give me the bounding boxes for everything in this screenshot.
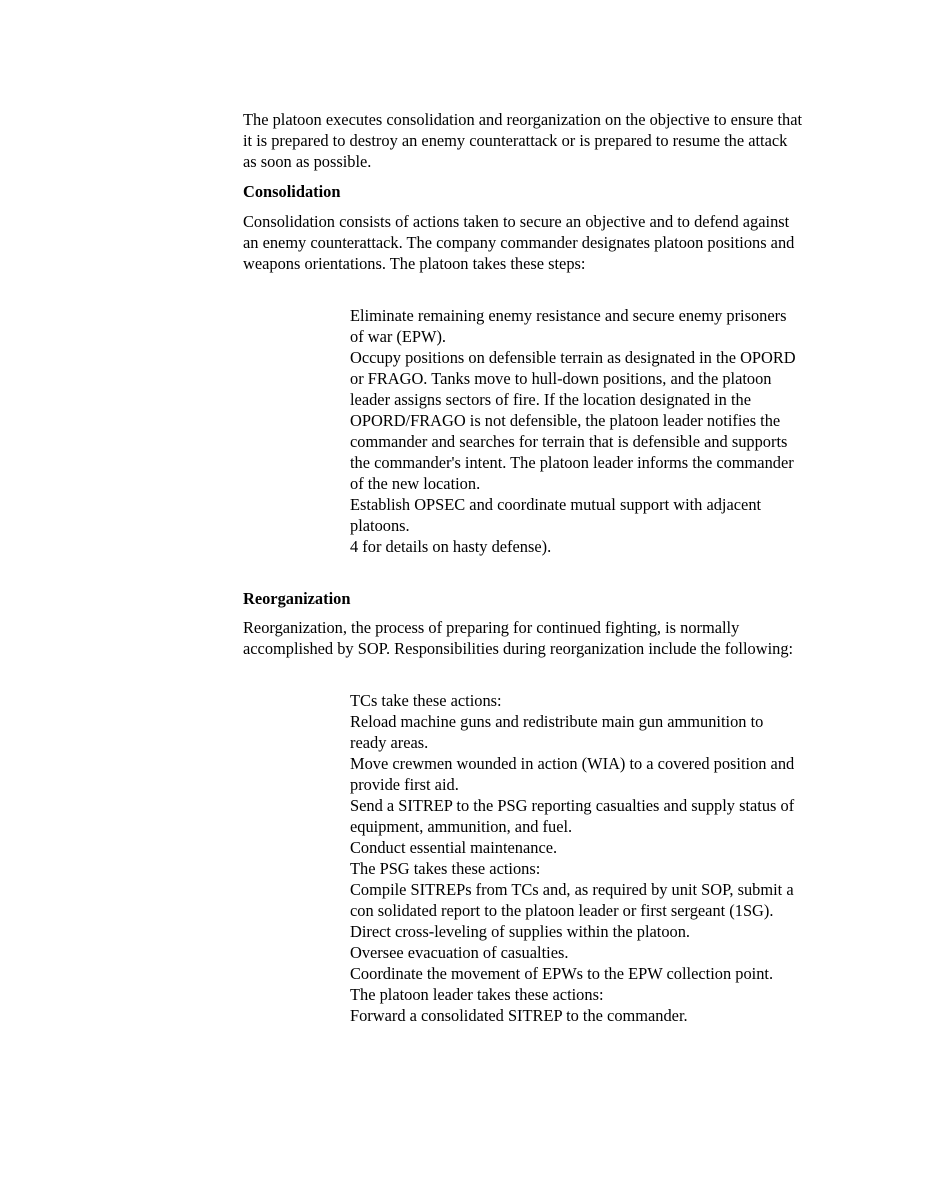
list-item: Eliminate remaining enemy resistance and secure enemy prisoners of war (EPW). xyxy=(350,306,787,346)
list-item: Reload machine guns and redistribute main gun ammunition to ready areas. xyxy=(350,712,764,752)
list-item: TCs take these actions: xyxy=(350,691,502,710)
list-item: Establish OPSEC and coordinate mutual support with adjacent platoons. xyxy=(350,495,762,535)
list-item: Forward a consolidated SITREP to the commander. xyxy=(350,1006,688,1025)
list-item: Conduct essential maintenance. xyxy=(350,838,558,857)
list-item: Occupy positions on defensible terrain as designated in the OPORD or FRAGO. Tanks move to hull-down positions, and the platoon leader assigns sectors of fire. If the location designated in the OPORD/FRAGO is not defensible, the platoon leader notifies the commander and searches for terrain that is defensible and supports the commander's intent. The platoon leader informs the commander of the new location. xyxy=(350,348,796,493)
consolidation-paragraph: Consolidation consists of actions taken to secure an objective and to defend against an enemy counterattack. The company commander designates platoon positions and weapons orientations. The platoon takes these steps: xyxy=(243,212,795,273)
reorganization-heading: Reorganization xyxy=(243,589,351,608)
consolidation-heading: Consolidation xyxy=(243,182,341,201)
list-item: Oversee evacuation of casualties. xyxy=(350,943,569,962)
list-item: Send a SITREP to the PSG reporting casualties and supply status of equipment, ammunition, and fuel. xyxy=(350,796,795,836)
list-item: 4 for details on hasty defense). xyxy=(350,537,552,556)
list-item: Coordinate the movement of EPWs to the EPW collection point. xyxy=(350,964,774,983)
list-item: The PSG takes these actions: xyxy=(350,859,541,878)
list-item: Move crewmen wounded in action (WIA) to a covered position and provide first aid. xyxy=(350,754,795,794)
reorganization-responsibilities-list xyxy=(350,690,800,1026)
reorganization-paragraph: Reorganization, the process of preparing for continued fighting, is normally accomplished by SOP. Responsibilities during reorganization include the following: xyxy=(243,618,794,658)
list-item: Direct cross-leveling of supplies within the platoon. xyxy=(350,922,691,941)
intro-paragraph: The platoon executes consolidation and reorganization on the objective to ensure that it is prepared to destroy an enemy counterattack or is prepared to resume the attack as soon as possible. xyxy=(243,110,803,171)
list-item: The platoon leader takes these actions: xyxy=(350,985,604,1004)
list-item: Compile SITREPs from TCs and, as required by unit SOP, submit a con solidated report to the platoon leader or first sergeant (1SG). xyxy=(350,880,794,920)
consolidation-steps-list xyxy=(350,305,800,557)
